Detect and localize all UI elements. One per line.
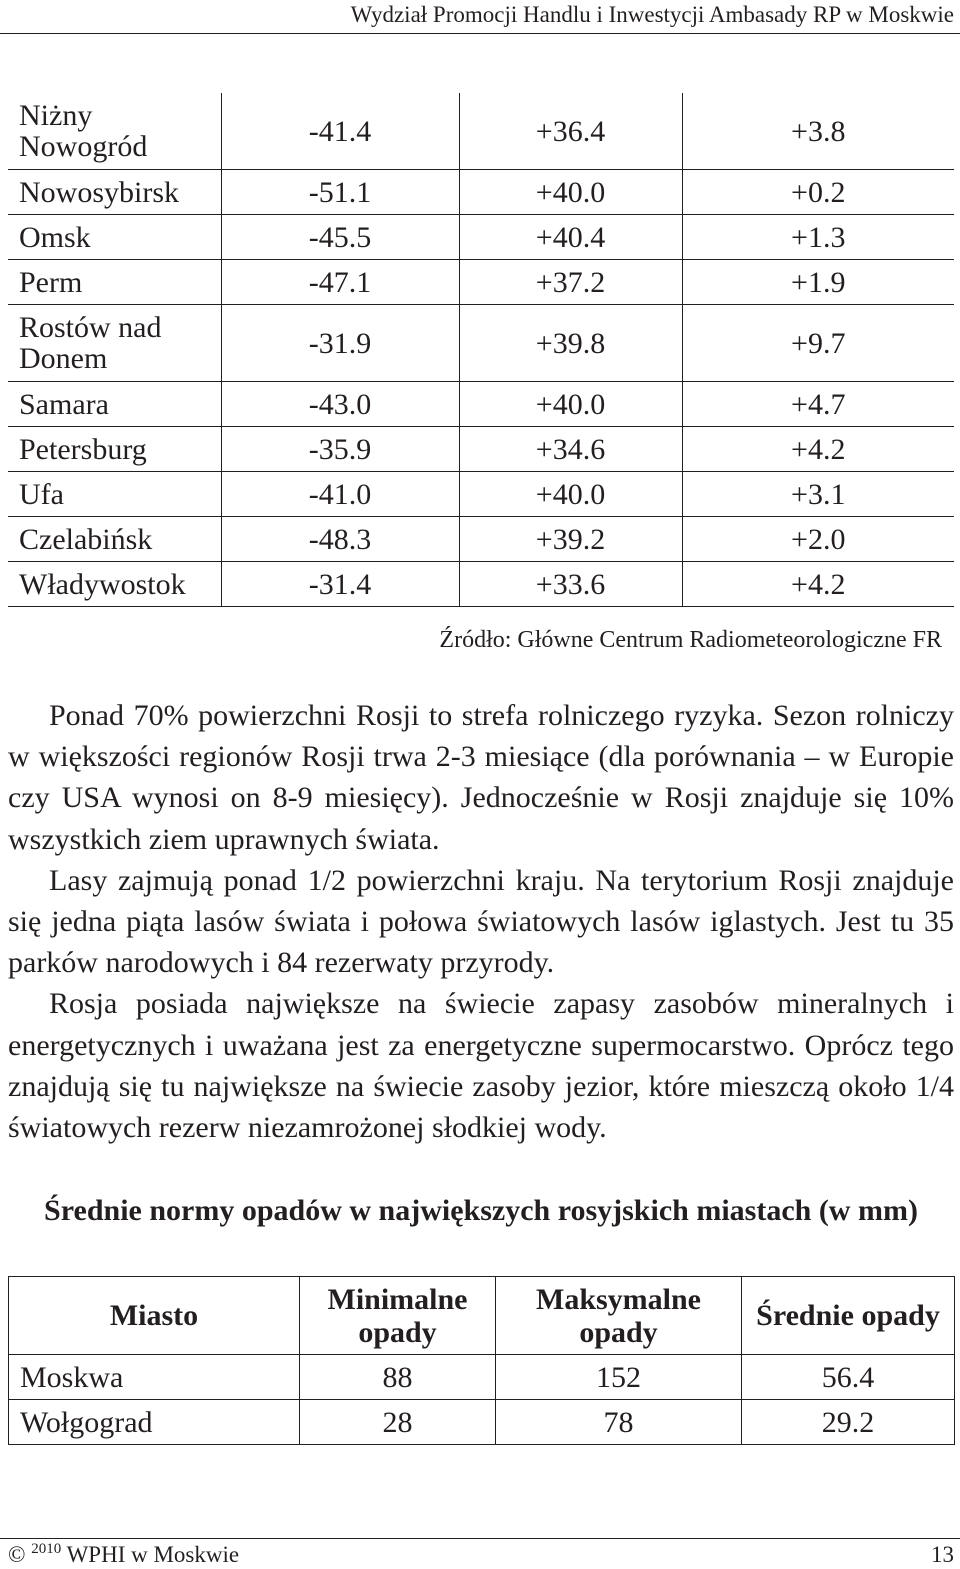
min-temp-cell: -31.4 (221, 562, 459, 607)
paragraph: Lasy zajmują ponad 1/2 powierzchni kraju. Na terytorium Rosji znajduje się jedna piąta lasów świata i połowa światowych lasów iglastych. Jest tu 35 parków narodowych i 84 rezerwaty przyrody. (8, 863, 954, 980)
avg-temp-cell: +1.9 (682, 260, 954, 305)
footer-year: 2010 (31, 1541, 62, 1557)
avg-precip-cell: 29.2 (742, 1400, 955, 1445)
section-title: Średnie normy opadów w największych rosyjskich miastach (w mm) (44, 1194, 918, 1227)
city-cell: Władywostok (8, 562, 221, 607)
max-temp-cell: +39.2 (459, 517, 682, 562)
city-cell: Rostów nad Donem (8, 305, 221, 382)
avg-temp-cell: +4.2 (682, 562, 954, 607)
max-temp-cell: +40.0 (459, 382, 682, 427)
city-cell: Perm (8, 260, 221, 305)
max-temp-cell: +33.6 (459, 562, 682, 607)
precipitation-table (8, 1276, 955, 1445)
avg-temp-cell: +0.2 (682, 170, 954, 215)
avg-temp-cell: +4.7 (682, 382, 954, 427)
max-temp-cell: +40.4 (459, 215, 682, 260)
header-rule (0, 33, 960, 34)
max-temp-cell: +39.8 (459, 305, 682, 382)
avg-temp-cell: +2.0 (682, 517, 954, 562)
city-cell: Wołgograd (9, 1400, 300, 1445)
min-temp-cell: -35.9 (221, 427, 459, 472)
min-precip-cell: 88 (300, 1355, 496, 1400)
min-temp-cell: -48.3 (221, 517, 459, 562)
min-temp-cell: -45.5 (221, 215, 459, 260)
city-cell: Niżny Nowogród (8, 93, 221, 170)
city-cell: Petersburg (8, 427, 221, 472)
city-cell: Nowosybirsk (8, 170, 221, 215)
min-temp-cell: -43.0 (221, 382, 459, 427)
max-temp-cell: +36.4 (459, 93, 682, 170)
table-row (9, 1355, 955, 1400)
avg-temp-cell: +1.3 (682, 215, 954, 260)
table-header-row (9, 1277, 955, 1355)
paragraph: Ponad 70% powierzchni Rosji to strefa rolniczego ryzyka. Sezon rolniczy w większości regionów Rosji trwa 2-3 miesiące (dla porównania – w Europie czy USA wynosi on 8-9 miesięcy). Jednocześnie w Rosji znajduje się 10% wszystkich ziem uprawnych świata. (8, 699, 954, 856)
min-precip-cell: 28 (300, 1400, 496, 1445)
avg-temp-cell: +9.7 (682, 305, 954, 382)
table-row (8, 517, 954, 562)
table-row (8, 427, 954, 472)
min-temp-cell: -51.1 (221, 170, 459, 215)
table-row (8, 305, 954, 382)
page-number: 13 (931, 1542, 954, 1567)
column-header-max: Maksymalne opady (496, 1277, 742, 1355)
footer-rule (0, 1538, 960, 1539)
page-header (0, 0, 960, 34)
avg-temp-cell: +3.8 (682, 93, 954, 170)
min-temp-cell: -47.1 (221, 260, 459, 305)
avg-precip-cell: 56.4 (742, 1355, 955, 1400)
table-row (8, 562, 954, 607)
table-row (8, 215, 954, 260)
max-temp-cell: +34.6 (459, 427, 682, 472)
city-cell: Czelabińsk (8, 517, 221, 562)
max-temp-cell: +40.0 (459, 472, 682, 517)
column-header-city: Miasto (9, 1277, 300, 1355)
footer-copyright (8, 1541, 239, 1569)
min-temp-cell: -41.0 (221, 472, 459, 517)
column-header-min: Minimalne opady (300, 1277, 496, 1355)
table-row (8, 93, 954, 170)
table-source-note: Źródło: Główne Centrum Radiometeorologiczne FR (439, 627, 942, 653)
avg-temp-cell: +3.1 (682, 472, 954, 517)
city-cell: Ufa (8, 472, 221, 517)
temperature-table (8, 93, 954, 607)
paragraph: Rosja posiada największe na świecie zapasy zasobów mineralnych i energetycznych i uważana jest za energetyczne supermocarstwo. Oprócz tego znajdują się tu największe na świecie zasoby jezior, które mieszczą około 1/4 światowych rezerw niezamrożonej słodkiej wody. (8, 987, 954, 1145)
footer-publisher: WPHI w Moskwie (66, 1542, 240, 1567)
max-precip-cell: 78 (496, 1400, 742, 1445)
table-row (8, 382, 954, 427)
max-precip-cell: 152 (496, 1355, 742, 1400)
column-header-avg: Średnie opady (742, 1277, 955, 1355)
min-temp-cell: -41.4 (221, 93, 459, 170)
table-row (8, 170, 954, 215)
city-cell: Omsk (8, 215, 221, 260)
min-temp-cell: -31.9 (221, 305, 459, 382)
max-temp-cell: +40.0 (459, 170, 682, 215)
table-row (8, 472, 954, 517)
header-title: Wydział Promocji Handlu i Inwestycji Ambasady RP w Moskwie (350, 2, 954, 27)
body-text (8, 695, 954, 1148)
city-cell: Moskwa (9, 1355, 300, 1400)
max-temp-cell: +37.2 (459, 260, 682, 305)
city-cell: Samara (8, 382, 221, 427)
table-row (8, 260, 954, 305)
table-row (9, 1400, 955, 1445)
avg-temp-cell: +4.2 (682, 427, 954, 472)
copyright-icon: © (8, 1542, 26, 1567)
